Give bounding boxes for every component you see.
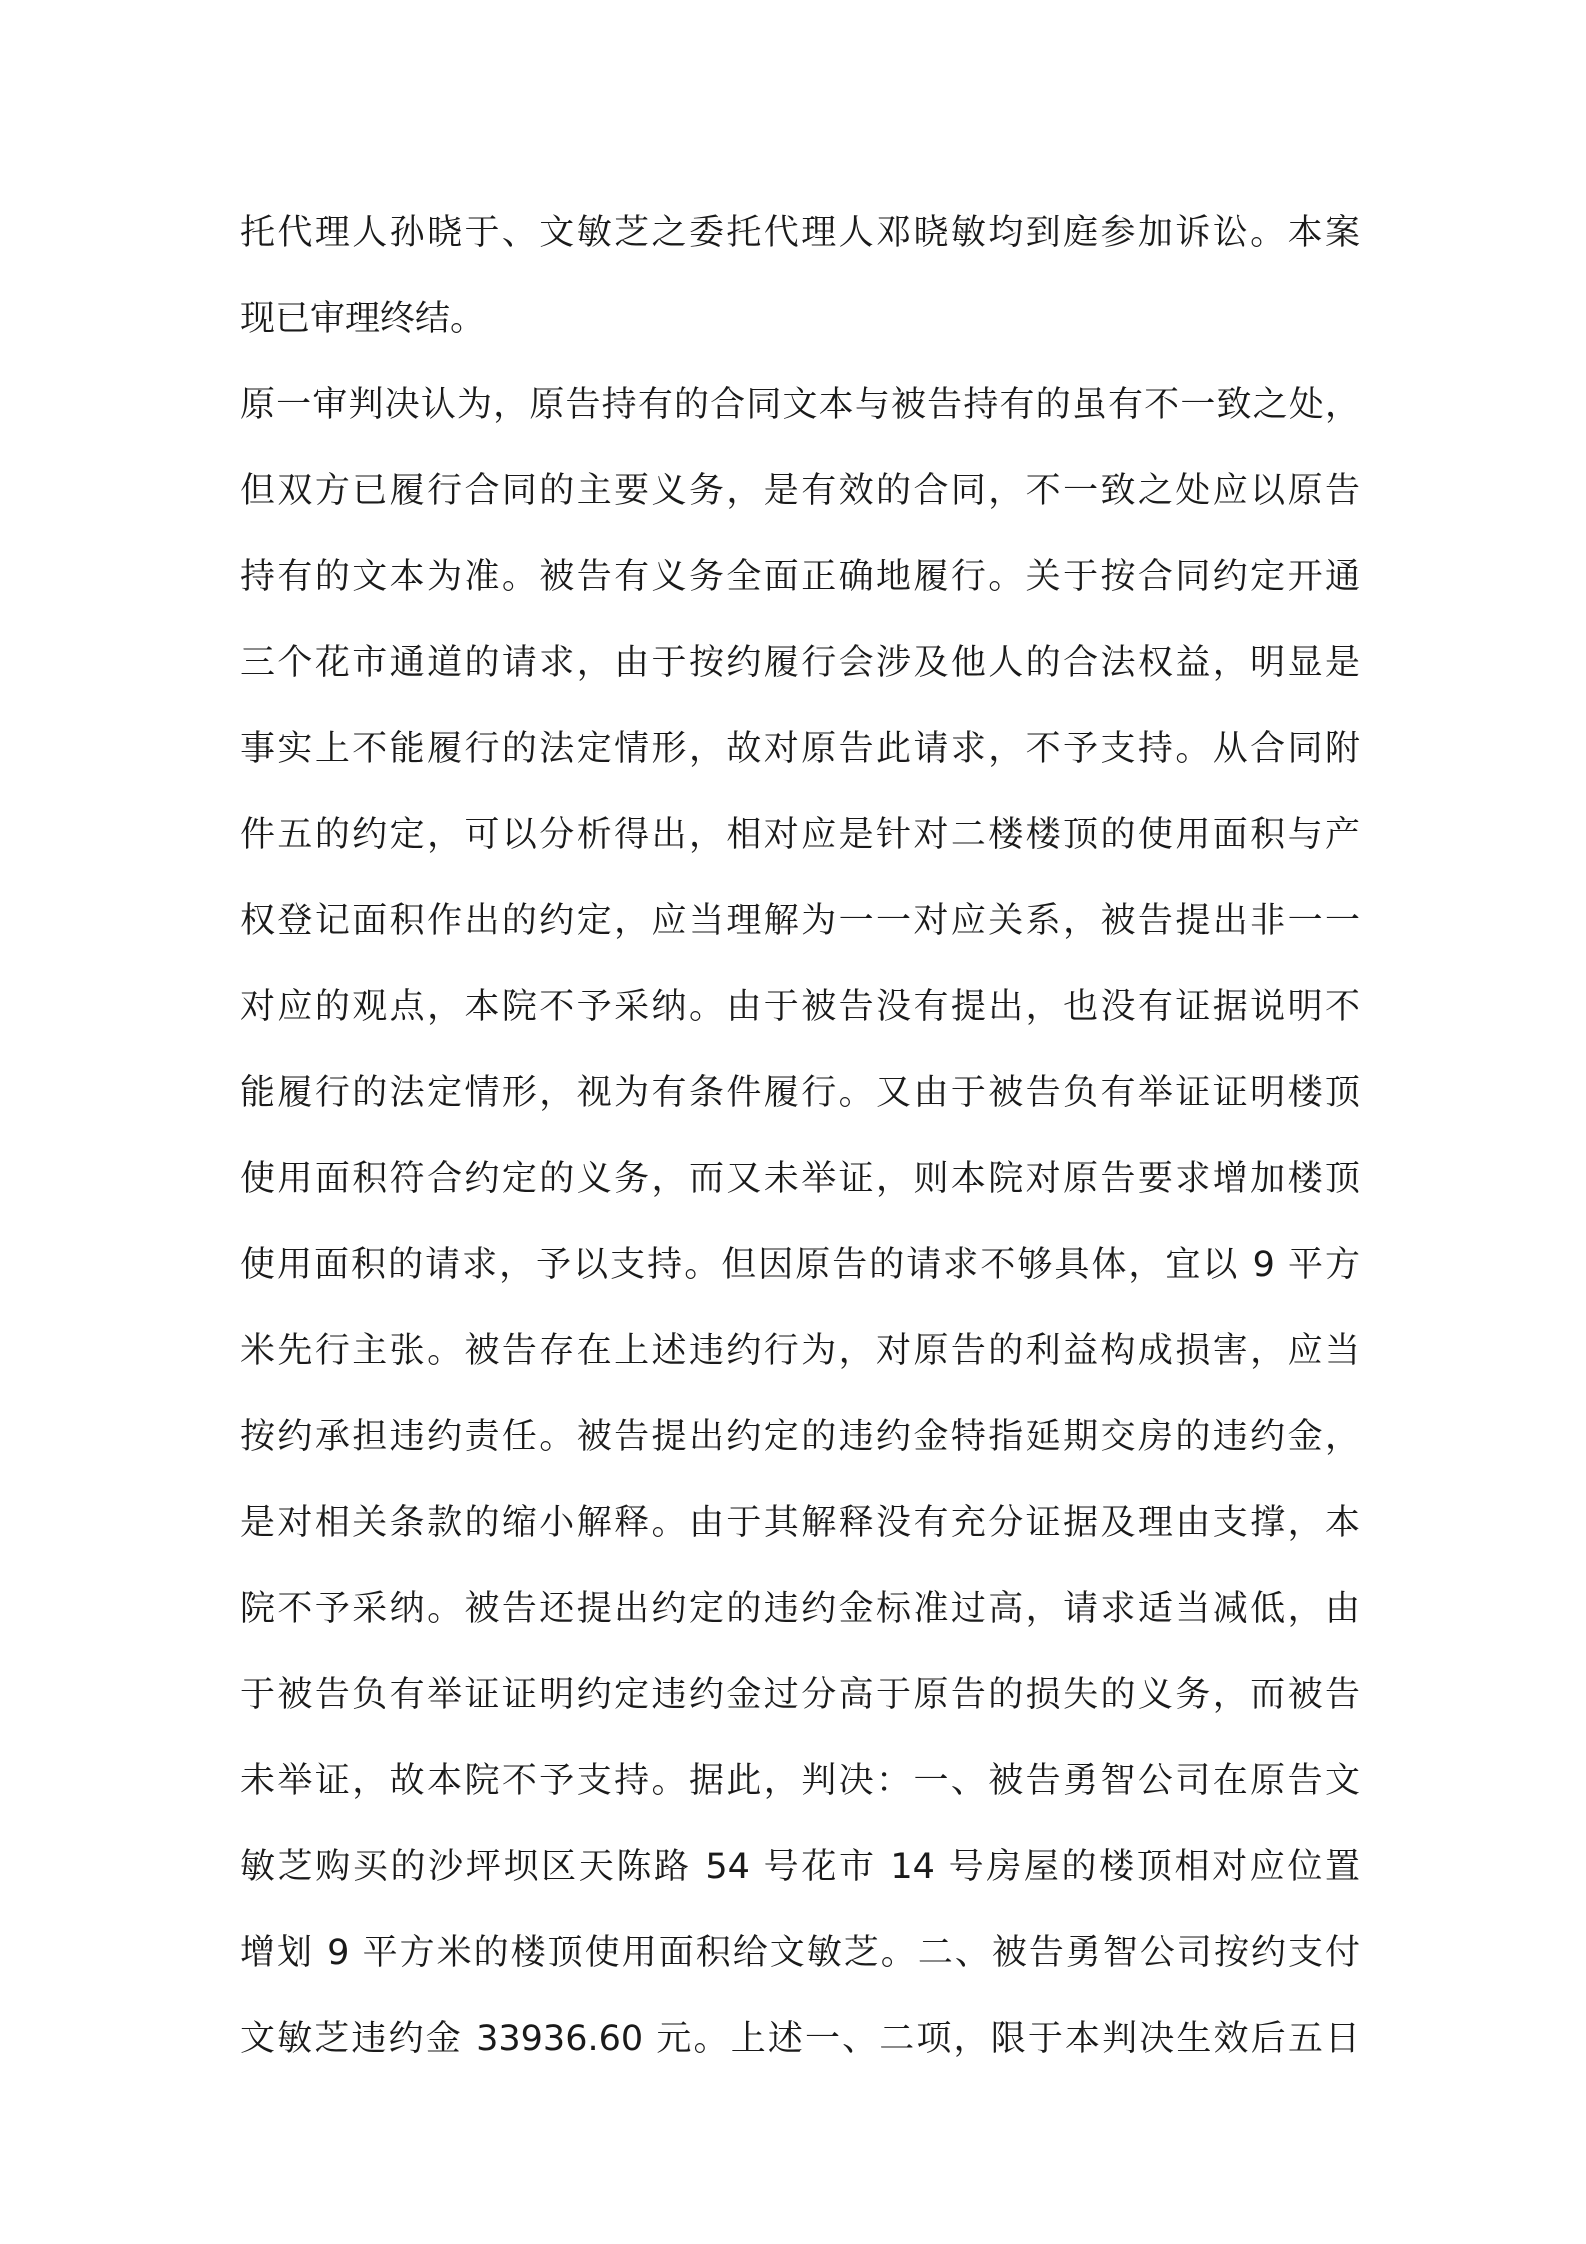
text-line: 权登记面积作出的约定，应当理解为一一对应关系，被告提出非一一	[240, 901, 1360, 941]
text-line: 是对相关条款的缩小解释。由于其解释没有充分证据及理由支撑，本	[240, 1503, 1360, 1543]
text-line: 但双方已履行合同的主要义务，是有效的合同，不一致之处应以原告	[240, 471, 1360, 511]
text-line: 敏芝购买的沙坪坝区天陈路 54 号花市 14 号房屋的楼顶相对应位置	[240, 1847, 1360, 1887]
text-line: 未举证，故本院不予支持。据此，判决：一、被告勇智公司在原告文	[240, 1761, 1360, 1801]
text-line: 托代理人孙晓于、文敏芝之委托代理人邓晓敏均到庭参加诉讼。本案	[240, 213, 1360, 253]
text-line: 于被告负有举证证明约定违约金过分高于原告的损失的义务，而被告	[240, 1675, 1360, 1715]
text-line: 增划 9 平方米的楼顶使用面积给文敏芝。二、被告勇智公司按约支付	[240, 1933, 1360, 1973]
text-line: 能履行的法定情形，视为有条件履行。又由于被告负有举证证明楼顶	[240, 1073, 1360, 1113]
text-line: 现已审理终结。	[240, 299, 486, 339]
text-line: 事实上不能履行的法定情形，故对原告此请求，不予支持。从合同附	[240, 729, 1360, 769]
text-line: 文敏芝违约金 33936.60 元。上述一、二项，限于本判决生效后五日	[240, 2019, 1360, 2059]
text-line: 院不予采纳。被告还提出约定的违约金标准过高，请求适当减低，由	[240, 1589, 1360, 1629]
text-line: 使用面积符合约定的义务，而又未举证，则本院对原告要求增加楼顶	[240, 1159, 1360, 1199]
text-line: 三个花市通道的请求，由于按约履行会涉及他人的合法权益，明显是	[240, 643, 1360, 683]
text-line: 对应的观点，本院不予采纳。由于被告没有提出，也没有证据说明不	[240, 987, 1360, 1027]
text-line: 按约承担违约责任。被告提出约定的违约金特指延期交房的违约金，	[240, 1417, 1360, 1457]
text-line: 米先行主张。被告存在上述违约行为，对原告的利益构成损害，应当	[240, 1331, 1360, 1371]
judgment-text	[240, 205, 1360, 2097]
text-line: 使用面积的请求，予以支持。但因原告的请求不够具体，宜以 9 平方	[240, 1245, 1360, 1285]
text-line: 件五的约定，可以分析得出，相对应是针对二楼楼顶的使用面积与产	[240, 815, 1360, 855]
text-line: 原一审判决认为，原告持有的合同文本与被告持有的虽有不一致之处，	[240, 385, 1360, 425]
text-line: 持有的文本为准。被告有义务全面正确地履行。关于按合同约定开通	[240, 557, 1360, 597]
